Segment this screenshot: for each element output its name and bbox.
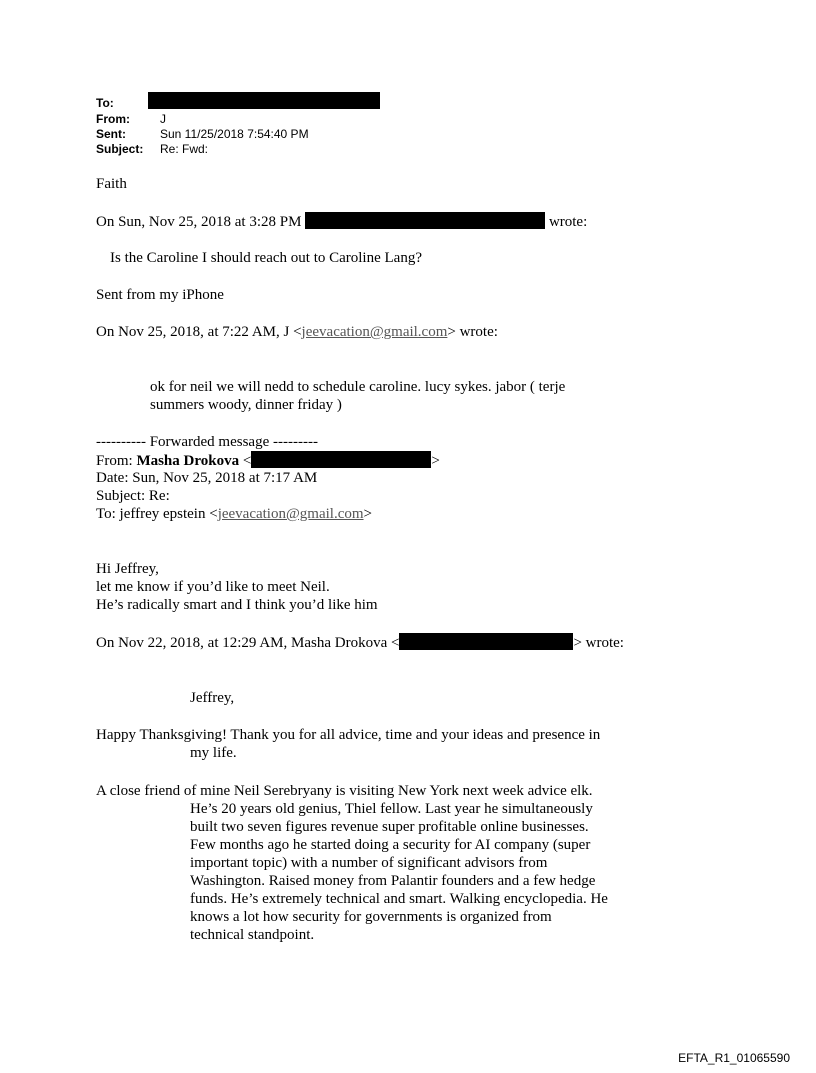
sent-label: Sent:	[96, 127, 126, 141]
para-line: knows a lot how security for governments is organized from	[190, 909, 552, 925]
thanks-line-1: Happy Thanksgiving! Thank you for all advice, time and your ideas and presence in	[96, 727, 601, 743]
forward-divider: ---------- Forwarded message ---------	[96, 434, 318, 450]
redaction-bar	[251, 451, 431, 468]
reply2-prefix: On Nov 25, 2018, at 7:22 AM, J <	[96, 324, 302, 340]
bates-number: EFTA_R1_01065590	[678, 1051, 790, 1065]
greeting: Faith	[96, 176, 127, 192]
signature: Sent from my iPhone	[96, 287, 224, 303]
fwd-date: Date: Sun, Nov 25, 2018 at 7:17 AM	[96, 470, 318, 486]
subject-label: Subject:	[96, 142, 144, 156]
fwd-to-line	[96, 505, 372, 523]
to-label: To:	[96, 96, 114, 110]
header-to	[96, 96, 160, 111]
para-line: technical standpoint.	[190, 927, 315, 943]
reply-header-3	[96, 633, 624, 652]
msg-line-2: let me know if you’d like to meet Neil.	[96, 579, 330, 595]
reply-header-1	[96, 212, 587, 231]
from-label: From:	[96, 112, 130, 126]
fwd-to-suffix: >	[363, 506, 372, 522]
from-value: J	[160, 112, 166, 126]
header-sent	[96, 127, 309, 142]
email-link[interactable]: jeevacation@gmail.com	[301, 324, 448, 340]
para-line: He’s 20 years old genius, Thiel fellow. Last year he simultaneously	[190, 801, 593, 817]
para-line: built two seven figures revenue super profitable online businesses.	[190, 819, 589, 835]
note-line-1: ok for neil we will nedd to schedule caroline. lucy sykes. jabor ( terje	[150, 379, 566, 395]
msg-line-1: Hi Jeffrey,	[96, 561, 159, 577]
fwd-from-line	[96, 451, 440, 470]
redaction-bar	[305, 212, 545, 229]
fwd-from-label: From:	[96, 453, 137, 469]
header-from	[96, 112, 166, 127]
para-line: important topic) with a number of significant advisors from	[190, 855, 548, 871]
subject-value: Re: Fwd:	[160, 142, 209, 156]
redaction-bar	[148, 92, 380, 109]
fwd-from-gt: >	[431, 453, 440, 469]
reply3-prefix: On Nov 22, 2018, at 12:29 AM, Masha Drokova <	[96, 635, 400, 651]
note-line-2: summers woody, dinner friday )	[150, 397, 342, 413]
email-link[interactable]: jeevacation@gmail.com	[217, 506, 364, 522]
sent-value: Sun 11/25/2018 7:54:40 PM	[160, 127, 309, 141]
redaction-bar	[399, 633, 573, 650]
fwd-from-lt: <	[239, 453, 252, 469]
fwd-subject: Subject: Re:	[96, 488, 170, 504]
para-line: Washington. Raised money from Palantir founders and a few hedge	[190, 873, 596, 889]
reply2-suffix: > wrote:	[447, 324, 498, 340]
orig-greeting: Jeffrey,	[190, 690, 235, 706]
reply1-prefix: On Sun, Nov 25, 2018 at 3:28 PM	[96, 214, 302, 230]
para-line: funds. He’s extremely technical and smart. Walking encyclopedia. He	[190, 891, 608, 907]
para-line: Few months ago he started doing a security for AI company (super	[190, 837, 591, 853]
reply1-suffix: wrote:	[548, 214, 588, 230]
header-subject	[96, 142, 208, 157]
para-line: A close friend of mine Neil Serebryany is visiting New York next week advice elk.	[96, 783, 593, 799]
fwd-to-prefix: To: jeffrey epstein <	[96, 506, 218, 522]
reply-header-2	[96, 323, 498, 341]
question-line: Is the Caroline I should reach out to Caroline Lang?	[110, 250, 422, 266]
thanks-line-2: my life.	[190, 745, 237, 761]
fwd-from-name: Masha Drokova	[136, 453, 240, 469]
msg-line-3: He’s radically smart and I think you’d like him	[96, 597, 378, 613]
reply3-suffix: > wrote:	[573, 635, 624, 651]
